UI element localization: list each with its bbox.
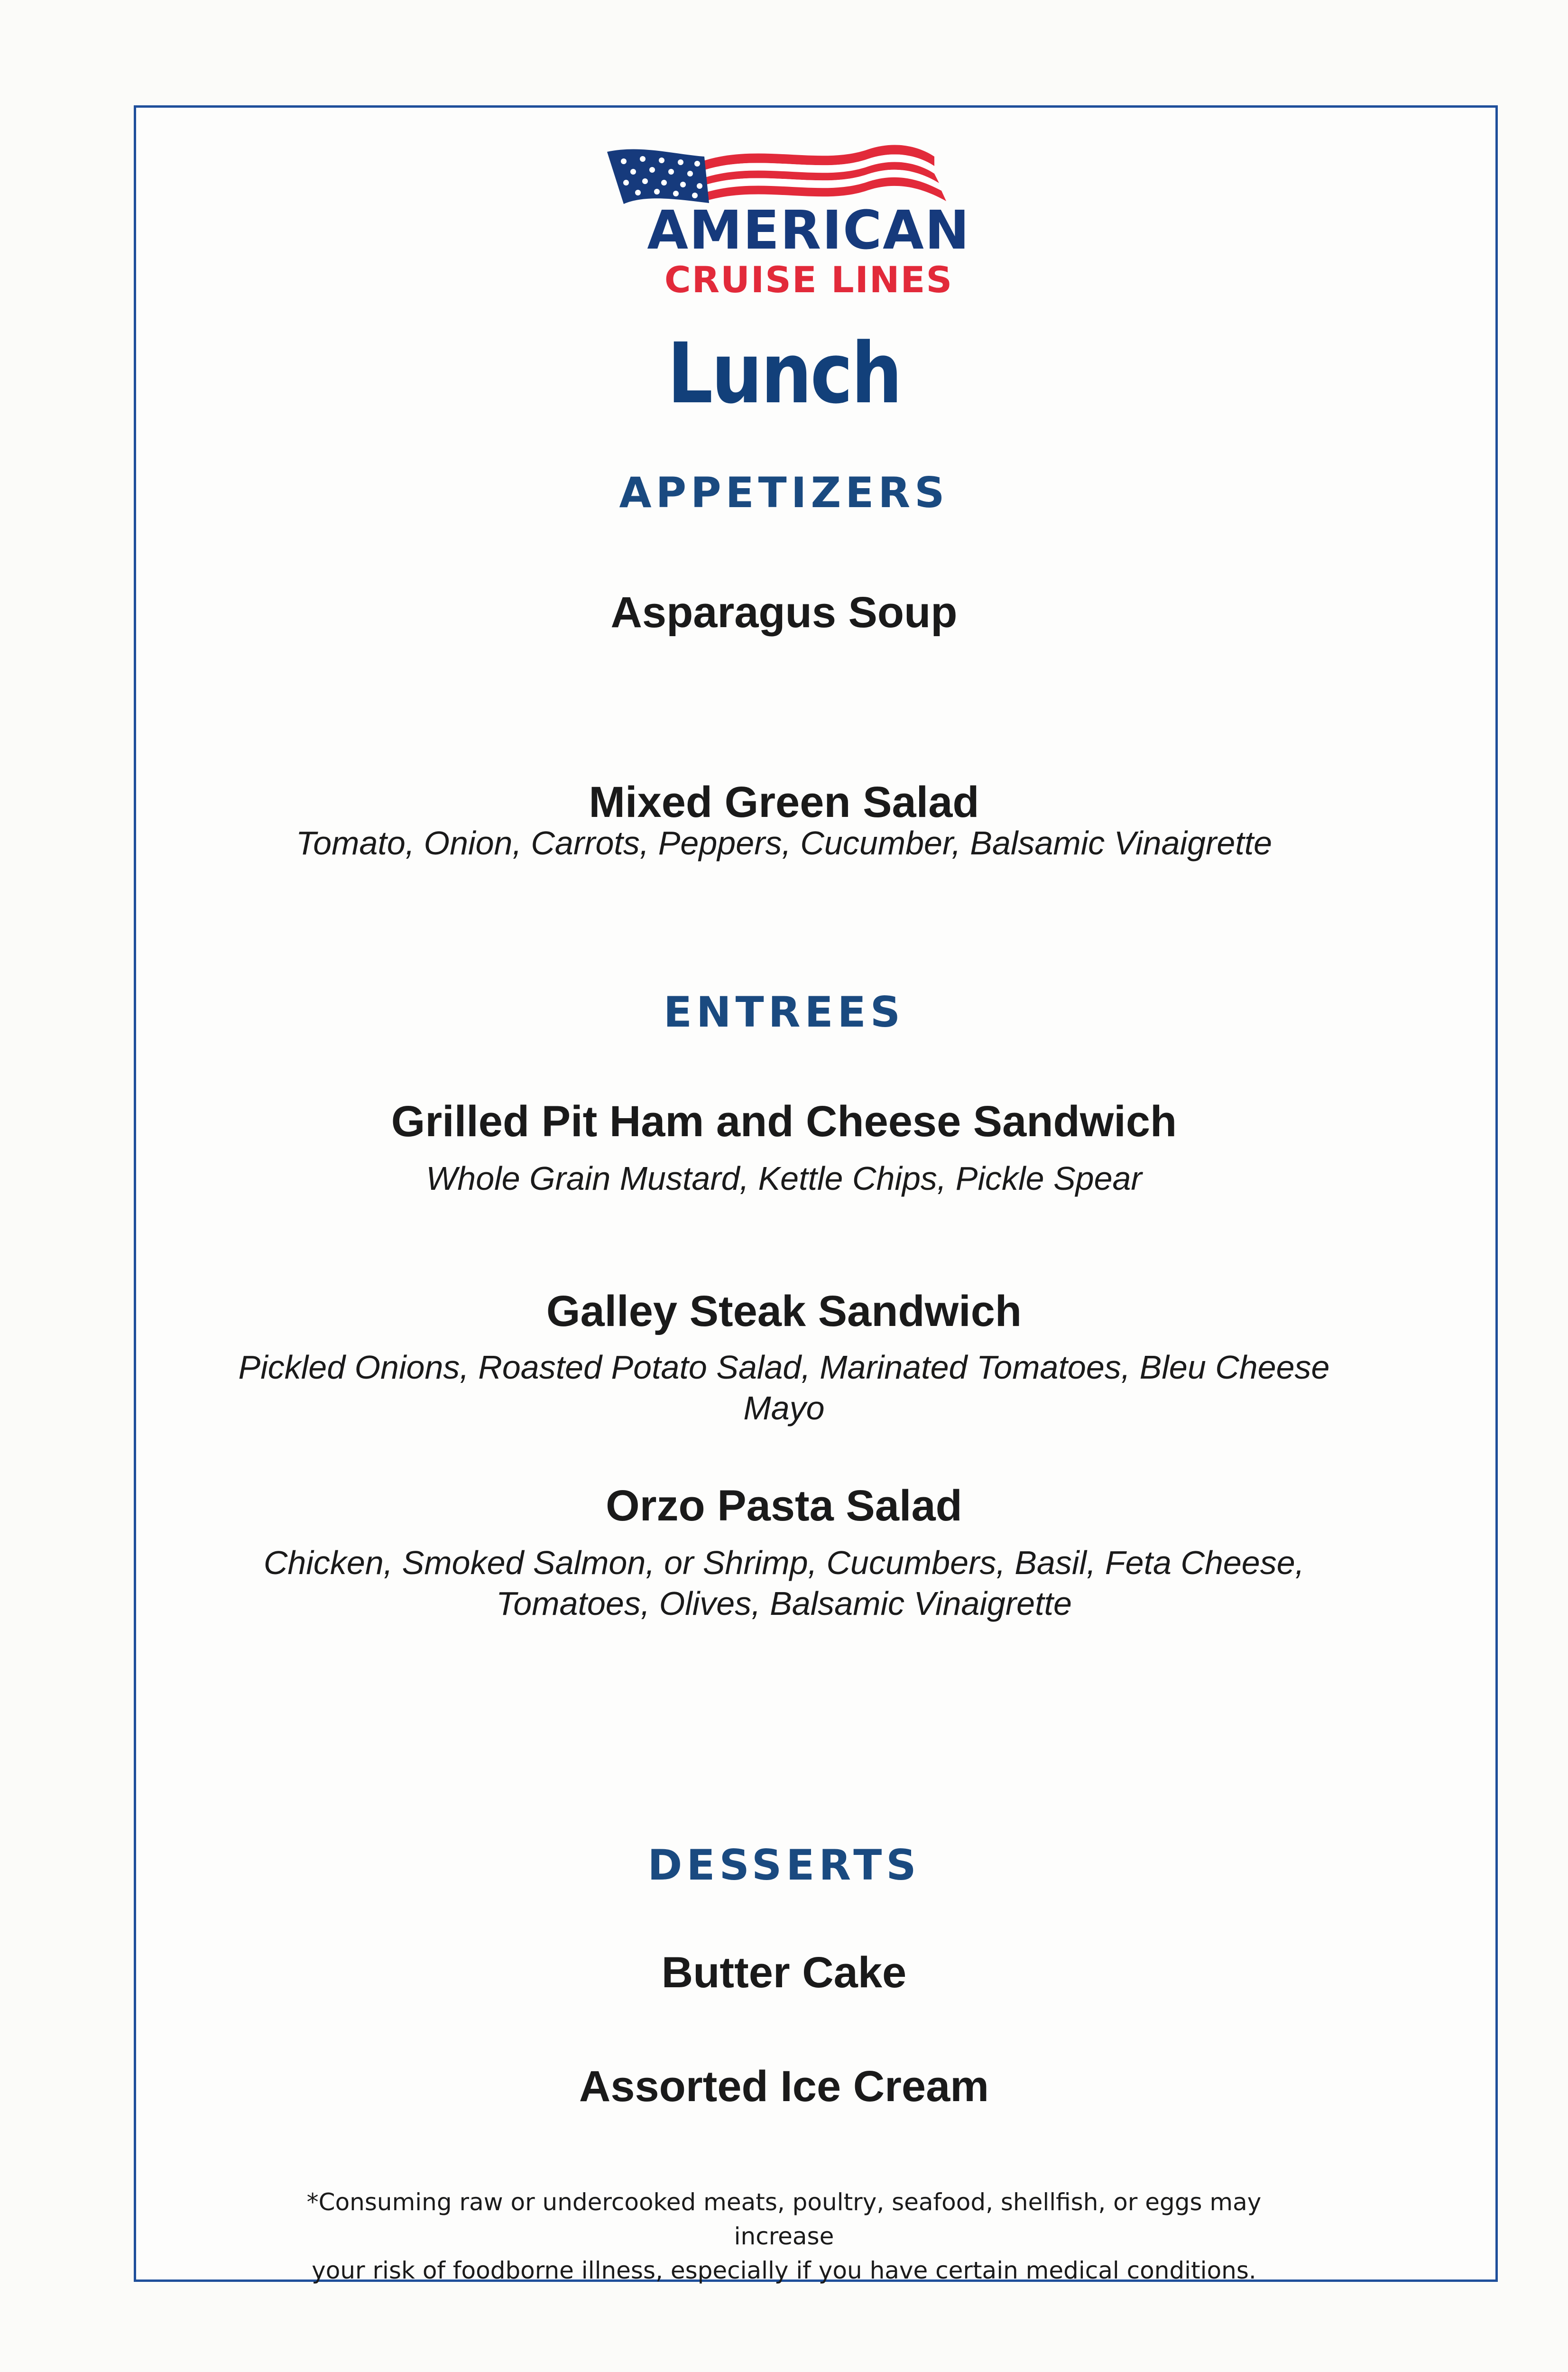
menu-item-butter-cake: Butter Cake bbox=[661, 1948, 907, 1997]
menu-item-assorted-ice-cream: Assorted Ice Cream bbox=[579, 2062, 989, 2111]
menu-item-description-line2: Tomatoes, Olives, Balsamic Vinaigrette bbox=[496, 1585, 1072, 1622]
menu-title: Lunch bbox=[667, 325, 901, 422]
food-safety-disclaimer bbox=[266, 2185, 1302, 2288]
menu-item-description: Whole Grain Mustard, Kettle Chips, Pickle Spear bbox=[426, 1160, 1142, 1197]
brand-name-line2: CRUISE LINES bbox=[664, 259, 953, 301]
entrees-heading: ENTREES bbox=[663, 988, 905, 1037]
menu-item-description-line2: Mayo bbox=[743, 1390, 825, 1427]
disclaimer-line2: your risk of foodborne illness, especially if you have certain medical conditions. bbox=[312, 2257, 1256, 2284]
american-cruise-lines-logo bbox=[602, 142, 1015, 299]
desserts-heading: DESSERTS bbox=[647, 1841, 921, 1890]
disclaimer-line1: *Consuming raw or undercooked meats, poultry, seafood, shellfish, or eggs may increase bbox=[306, 2188, 1262, 2250]
menu-item-galley-steak-sandwich: Galley Steak Sandwich bbox=[546, 1287, 1022, 1335]
menu-item-asparagus-soup: Asparagus Soup bbox=[610, 588, 958, 637]
brand-name-line1: AMERICAN bbox=[647, 200, 970, 261]
menu-item-mixed-green-salad: Mixed Green Salad bbox=[589, 778, 979, 826]
menu-item-description-line1: Pickled Onions, Roasted Potato Salad, Marinated Tomatoes, Bleu Cheese bbox=[238, 1349, 1330, 1386]
menu-item-grilled-pit-ham-sandwich: Grilled Pit Ham and Cheese Sandwich bbox=[391, 1097, 1177, 1146]
menu-item-description-line1: Chicken, Smoked Salmon, or Shrimp, Cucumbers, Basil, Feta Cheese, bbox=[263, 1544, 1305, 1581]
appetizers-heading: APPETIZERS bbox=[619, 468, 949, 517]
menu-item-description: Tomato, Onion, Carrots, Peppers, Cucumber, Balsamic Vinaigrette bbox=[295, 825, 1273, 862]
menu-item-orzo-pasta-salad: Orzo Pasta Salad bbox=[606, 1482, 962, 1530]
